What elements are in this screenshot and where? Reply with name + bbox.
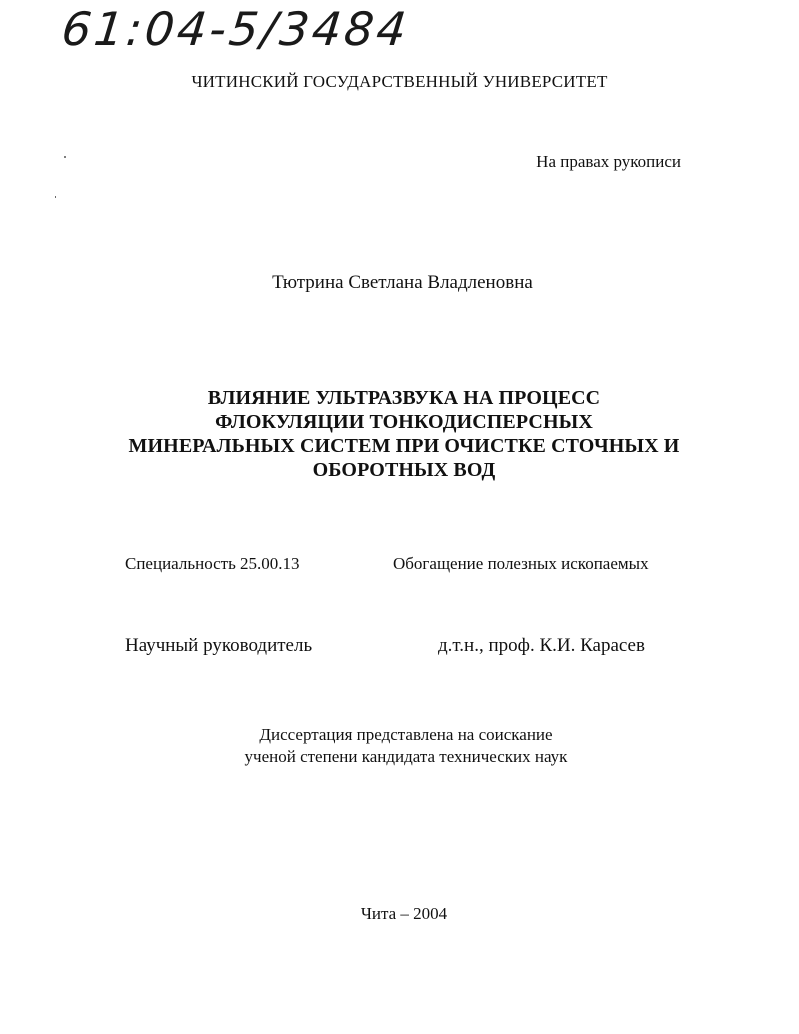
dissertation-line: Диссертация представлена на соискание (259, 725, 553, 744)
title-line: ОБОРОТНЫХ ВОД (312, 459, 496, 481)
specialty-name: Обогащение полезных ископаемых (393, 554, 649, 573)
dissertation-line: ученой степени кандидата технических наук (244, 747, 568, 766)
title-line: ВЛИЯНИЕ УЛЬТРАЗВУКА НА ПРОЦЕСС (207, 387, 601, 409)
scan-speck (55, 196, 56, 198)
dissertation-statement (0, 724, 799, 768)
archive-code-handwritten: 61:04-5/3484 (59, 2, 412, 56)
rights-notice: На правах рукописи (536, 152, 681, 171)
scan-speck (64, 156, 66, 158)
author-name: Тютрина Светлана Владленовна (272, 272, 533, 293)
supervisor-name: д.т.н., проф. К.И. Карасев (438, 635, 645, 656)
specialty-code: 25.00.13 (240, 554, 300, 573)
supervisor-label: Научный руководитель (125, 635, 313, 656)
title-line: МИНЕРАЛЬНЫХ СИСТЕМ ПРИ ОЧИСТКЕ СТОЧНЫХ И (128, 435, 680, 457)
specialty-label: Специальность (125, 554, 236, 573)
university-name: ЧИТИНСКИЙ ГОСУДАРСТВЕННЫЙ УНИВЕРСИТЕТ (191, 72, 608, 91)
dissertation-title (0, 386, 799, 482)
city-year: Чита – 2004 (360, 904, 448, 923)
title-line: ФЛОКУЛЯЦИИ ТОНКОДИСПЕРСНЫХ (215, 411, 593, 433)
